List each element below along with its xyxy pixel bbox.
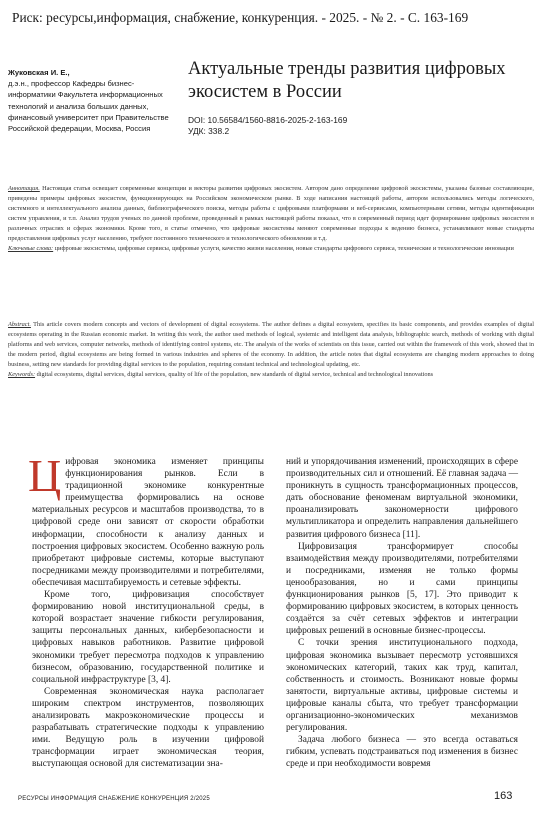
body-paragraph: ний и упорядочивания изменений, происходящих в сфере производительных сил и отношений. Её главная задача — проникнуть в сущность трансформационных процессов, дать обоснование феноменам виртуальной экономики, проанализировать закономерности цифрового мультипликатора и определить направления дальнейшего развития цифрового бизнеса [11].	[286, 457, 518, 540]
drop-cap: Ц	[28, 450, 62, 501]
keywords-ru-label: Ключевые слова:	[8, 245, 54, 252]
article-title: Актуальные тренды развития цифровых экосистем в России	[188, 59, 506, 102]
page-number: 163	[494, 790, 513, 802]
abstract-en-label: Abstract.	[8, 321, 31, 328]
body-paragraph: Задача любого бизнеса — это всегда оставаться гибким, успевать подстраиваться под изменения в бизнес среде и при необходимости вовремя	[286, 735, 518, 770]
keywords-en-label: Keywords:	[8, 371, 36, 378]
abstract-en-text: This article covers modern concepts and vectors of development of digital ecosystems. The author defines a digital ecosystem, specifies its basic components, and provides examples of digital ecosystems operating in the Russian economic market. In writing this work, the author used methods of logical, systemic and intelligent data analysis, bibliographic search, methods of working with digital platforms and web services, computer networks, methods of identifying control systems, etc. The analysis of the works of scientists on this issue, carried out within the framework of this work, showed that in the modern period, digital ecosystems are being formed in various industries and spheres of the economy. In addition, the article notes that digital ecosystems are changing modern approaches to doing business, setting new standards for providing digital services to the population, requiring constant technical and technological updating, etc.	[8, 321, 534, 368]
journal-citation-header: Риск: ресурсы,информация, снабжение, конкуренция. - 2025. - № 2. - С. 163-169	[12, 10, 469, 25]
author-block	[8, 67, 170, 134]
body-paragraph: С точки зрения институционального подхода, цифровая экономика вызывает пересмотр устоявшихся экономических категорий, таких как труд, капитал, собственность и стоимость. Возникают новые формы занятости, виртуальные активы, цифровые системы и цифровые каналы сбыта, что требует трансформации организационно-экономических механизмов регулирования.	[286, 638, 518, 734]
body-column-left	[28, 450, 264, 770]
body-column-right	[286, 456, 518, 770]
abstract-ru-label: Аннотация.	[8, 185, 40, 192]
abstract-english	[8, 320, 534, 380]
author-name: Жуковская И. Е.,	[8, 68, 70, 77]
body-paragraph	[28, 450, 264, 589]
body-paragraph: Современная экономическая наука располагает широким спектром инструментов, позволяющих анализировать макроэкономические процессы и разрабатывать стратегические подходы к управлению ими. Ведущую роль в изучении цифровой трансформации играет экономическая теория, выступающая основой для систематизации зна-	[32, 686, 264, 770]
abstract-russian	[8, 184, 534, 254]
udc-code: УДК: 338.2	[188, 126, 230, 136]
keywords-ru-text: цифровые экосистемы, цифровые сервисы, цифровые услуги, качество жизни населения, новые стандарты цифрового сервиса, технические и технологические инновации	[54, 245, 514, 252]
body-paragraph: Цифровизация трансформирует способы взаимодействия между производителями, потребителями и посредниками, изменяя не только формы ценообразования, но и сами принципы функционирования рынков [5, 17]. Это приводит к формированию цифровых экосистем, в которых ценность создаётся за счёт сетевых эффектов и интеграции цифровых решений в основные бизнес-процессы.	[286, 541, 518, 637]
doi-link[interactable]: DOI: 10.56584/1560-8816-2025-2-163-169	[188, 115, 348, 125]
abstract-ru-text: Настоящая статья освещает современные концепции и векторы развития цифровых экосистем. Автором дано определение цифровой экосистемы, указаны базовые составляющие, приведены примеры цифровых экосистем, функционирующих на Российском экономическом рынке. В ходе написания настоящей работы, автором использовались методы логического, системного и интеллектуального анализа данных, библиографического поиска, методы работы с цифровыми платформами и веб-сервисами, компьютерными сетями, методы идентификации систем управления, и т.п. Анализ трудов ученых по данной проблеме, проведенный в рамках настоящей работы показал, что в современный период идет формирование цифровых экосистем в различных отраслях и сферах экономики. Кроме того, в статье отмечено, что цифровые экосистемы меняют современные подходы к ведению бизнеса, устанавливают новые стандарты предоставления цифровых услуг населению, требуют постоянного технического и технологического обновления и т.д.	[8, 185, 534, 242]
doi-block	[188, 115, 533, 137]
body-paragraph-text: ифровая экономика изменяет принципы функционирования рынков. Если в традиционной экономике конкурентные преимущества формировались на основе материальных ресурсов и масштабов производства, то в цифровой среде они зависят от скорости обработки информации, способности к анализу данных и построения цифровых экосистем. Особенно важную роль приобретают цифровые системы, которые выступают посредниками между производителями и потребителями, обеспечивая масштабируемость и сетевые эффекты.	[32, 457, 264, 588]
keywords-en-text: digital ecosystems, digital services, digital services, quality of life of the population, new standards of digital service, technical and technological innovations	[36, 371, 434, 378]
body-paragraph: Кроме того, цифровизация способствует формированию новой институциональной среды, в которой возрастает значение гибкости регулирования, защиты персональных данных, кибербезопасности и цифровых навыков работников. Развитие цифровой экономики требует пересмотра подходов к управлению бизнесом, образованию, государственной политике и социальной инфраструктуре [3, 4].	[32, 590, 264, 685]
author-affiliation: д.э.н., профессор Кафедры бизнес-информатики Факультета информационных технологий и анализа больших данных, финансовый университет при Правительстве Российской федерации, Москва, Россия	[8, 79, 169, 134]
footer-journal-name: РЕСУРСЫ ИНФОРМАЦИЯ СНАБЖЕНИЕ КОНКУРЕНЦИЯ 2/2025	[18, 796, 210, 802]
